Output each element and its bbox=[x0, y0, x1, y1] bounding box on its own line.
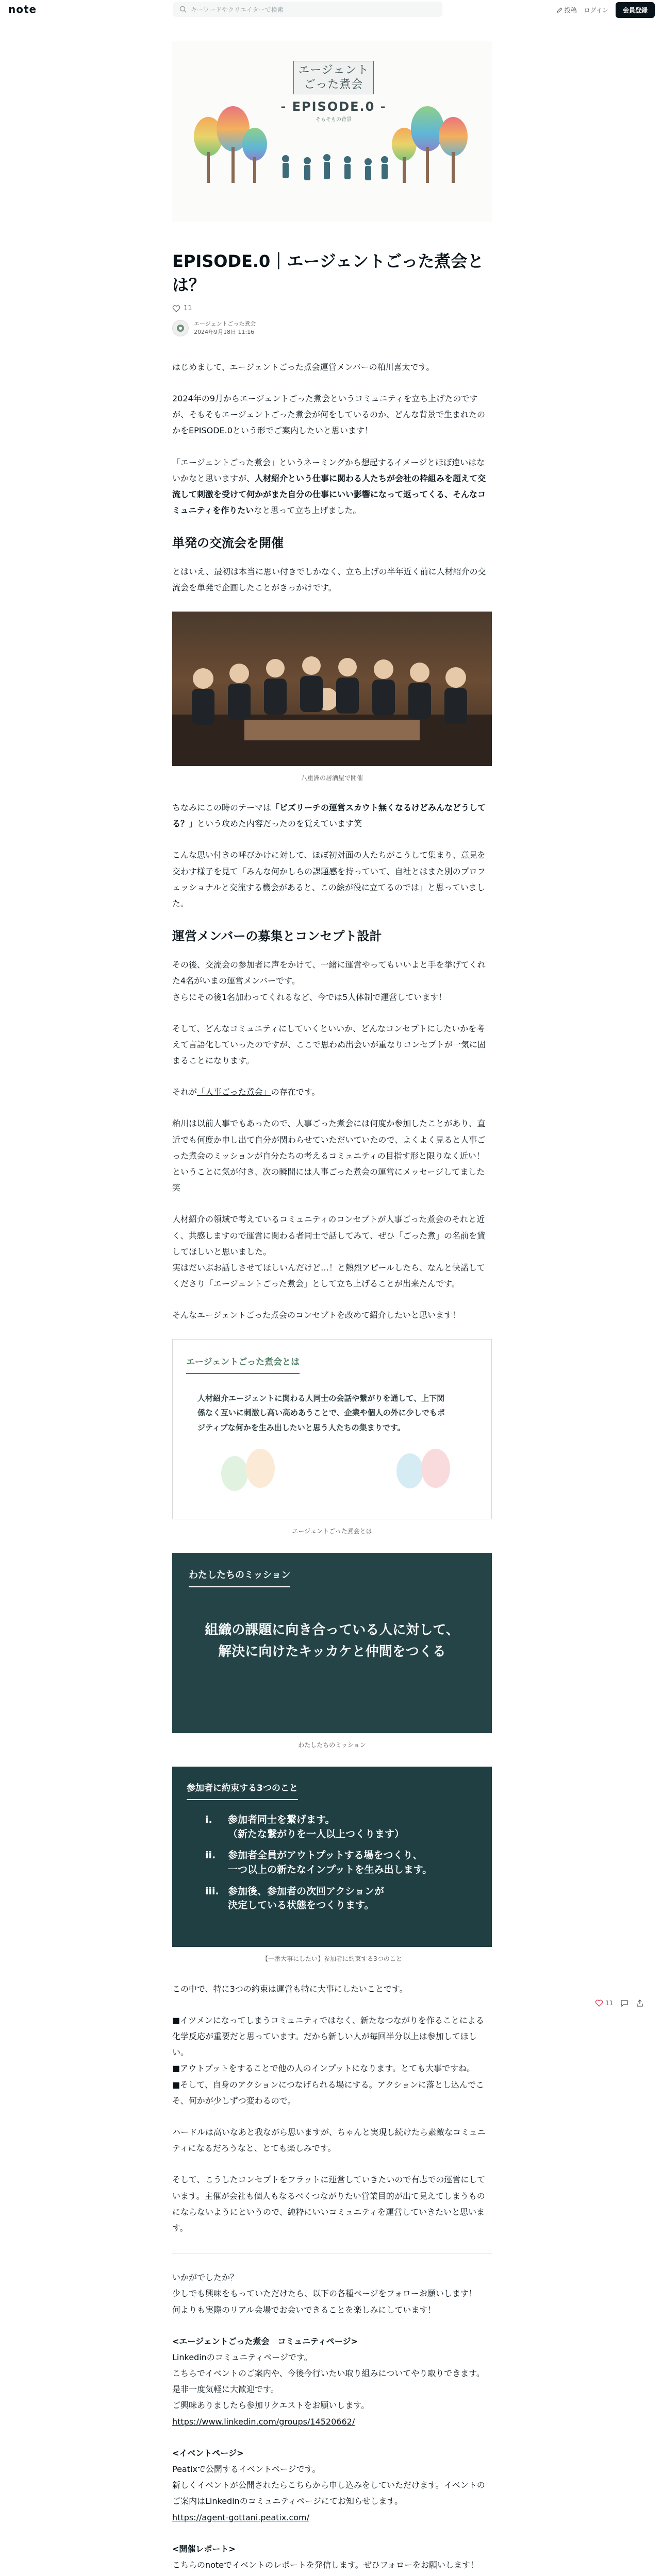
bullet-item: ■そして、自身のアクションにつなげられる場にする。アクションに落とし込んでこそ、何かが少しずつ変わるので。 bbox=[172, 2079, 484, 2106]
eyecatch-image bbox=[172, 41, 492, 222]
paragraph bbox=[172, 1084, 492, 1100]
paragraph: はじめまして、エージェントごった煮会運営メンバーの粕川喜太です。 bbox=[172, 362, 435, 372]
concept-card bbox=[172, 1339, 492, 1519]
promises-list bbox=[205, 1813, 432, 1920]
eyecatch-episode: - EPISODE.0 - bbox=[280, 99, 387, 114]
search-input[interactable] bbox=[173, 2, 442, 17]
promise-number: ii. bbox=[205, 1850, 216, 1861]
promise-item bbox=[205, 1813, 432, 1841]
text: Linkedinのコミュニティページです。 bbox=[172, 2352, 312, 2362]
mission-line: 解決に向けたキッカケと仲間をつくる bbox=[218, 1643, 446, 1659]
promise-text: 参加者全員がアウトプットする場をつくり、 bbox=[228, 1850, 423, 1861]
figure-caption: 【一番大事にしたい】参加者に約束する3つのこと bbox=[262, 1955, 402, 1963]
linkedin-section bbox=[172, 2333, 492, 2430]
post-button[interactable] bbox=[556, 6, 577, 14]
figure-photo bbox=[172, 612, 492, 784]
text: いかがでしたか？ bbox=[172, 2273, 239, 2283]
eyecatch-title bbox=[278, 61, 389, 123]
heart-icon[interactable] bbox=[172, 304, 180, 313]
post-label: 投稿 bbox=[564, 7, 577, 14]
promise-number: iii. bbox=[205, 1885, 219, 1897]
paragraph: そんなエージェントごった煮会のコンセプトを改めて紹介したいと思います！ bbox=[172, 1310, 461, 1320]
promise-item bbox=[205, 1885, 432, 1913]
text: ご興味ありましたら参加リクエストをお願いします。 bbox=[172, 2400, 370, 2411]
bullet-item: ■イツメンになってしまうコミュニティではなく、新たなつながりを作ることによる化学反応が重要だと思っています。だから新しい人が毎回半分以上は参加してほしい。 bbox=[172, 2015, 484, 2058]
mission-card-body bbox=[172, 1620, 492, 1663]
side-like-count: 11 bbox=[605, 1999, 614, 2007]
report-section bbox=[172, 2541, 492, 2576]
promises-card-title: 参加者に約束する3つのこと bbox=[187, 1780, 298, 1800]
bold-text: 人材紹介という仕事に関わる人たちが会社の枠組みを超えて交流して刺激を受けて何かがまた自分の仕事にいい影響になって返ってくる、そんなコミュニティを作りたい bbox=[172, 473, 486, 516]
paragraph bbox=[172, 454, 492, 519]
paragraph: とはいえ、最初は本当に思い付きでしかなく、立ち上げの半年近く前に人材紹介の交流会を単発で企画したことがきっかけです。 bbox=[172, 567, 486, 593]
section-heading: <イベントページ> bbox=[172, 2448, 244, 2458]
top-header bbox=[0, 0, 662, 19]
avatar-logo-icon bbox=[175, 323, 186, 333]
side-actions bbox=[595, 1999, 644, 2007]
paragraph: こんな思い付きの呼びかけに対して、ほぼ初対面の人たちがこうして集まり、意見を交わす様子を見て「みんな何かしらの課題感を持っていて、自社とはまた別のプロフェッショナルと交流する機会があると、この絵が役に立てるのでは」と思っていました。 bbox=[172, 850, 486, 908]
promise-item bbox=[205, 1849, 432, 1877]
text: こちらでイベントのご案内や、今後今行いたい取り組みについてやり取りできます。是非一度気軽に大歓迎です。 bbox=[172, 2368, 485, 2395]
header-actions bbox=[556, 2, 655, 18]
author-name[interactable]: エージェントごった煮会 bbox=[194, 320, 256, 327]
paragraph: ハードルは高いなあと我ながら思いますが、ちゃんと実現し続けたら素敵なコミュニティになるだろうなと、とても楽しみです。 bbox=[172, 2127, 486, 2154]
hr-gottani-link[interactable]: 「人事ごった煮会」 bbox=[197, 1087, 271, 1097]
promise-number: i. bbox=[205, 1814, 212, 1826]
people-photo-illustration bbox=[172, 612, 492, 766]
text: その後、交流会の参加者に声をかけて、一緒に運営やってもいいよと手を挙げてくれた4名がいまの運営メンバーです。 bbox=[172, 960, 486, 986]
promises-card bbox=[172, 1767, 492, 1947]
concept-card-title: エージェントごった煮会とは bbox=[186, 1354, 300, 1374]
text: 「エージェントごった煮会」というネーミングから想起するイメージとほぼ違いはないかなと思いますが、 bbox=[172, 457, 485, 483]
publish-date: 2024年9月18日 11:16 bbox=[194, 328, 255, 335]
avatar[interactable] bbox=[172, 320, 189, 336]
paragraph: そして、どんなコミュニティにしていくといいか、どんなコンセプトにしたいかを考えて言語化していったのですが、ここで思わぬ出会いが重なりコンセプトが一気に固まることになります。 bbox=[172, 1023, 486, 1066]
text: 実はだいぶお話しさせてほしいんだけど…！と熱烈アピールしたら、なんと快諾してくださり「エージェントごった煮会」として立ち上げることが出来たんです。 bbox=[172, 1262, 486, 1289]
section-heading: <エージェントごった煮会 コミュニティページ> bbox=[172, 2336, 358, 2346]
heading-members: 運営メンバーの募集とコンセプト設計 bbox=[172, 929, 382, 944]
linkedin-link[interactable]: https://www.linkedin.com/groups/14520662/ bbox=[172, 2416, 355, 2427]
share-icon[interactable] bbox=[636, 1999, 644, 2007]
heart-icon bbox=[595, 1999, 603, 2007]
author-info[interactable] bbox=[172, 320, 492, 336]
comment-icon[interactable] bbox=[620, 1999, 628, 2007]
promise-text: （新たな繋がりを一人以上つくります） bbox=[228, 1828, 405, 1840]
bullet-list bbox=[172, 2012, 492, 2109]
article-title: EPISODE.0｜エージェントごった煮会とは？ bbox=[172, 251, 484, 295]
figure-concept bbox=[172, 1339, 492, 1537]
eyecatch-line2: ごった煮会 bbox=[304, 78, 363, 91]
like-row bbox=[172, 304, 492, 313]
divider bbox=[172, 2253, 492, 2254]
paragraph bbox=[172, 800, 492, 832]
promise-text: 参加後、参加者の次回アクションが bbox=[228, 1885, 385, 1897]
text: という攻めた内容だったのを覚えています笑 bbox=[197, 819, 362, 829]
signup-button[interactable]: 会員登録 bbox=[616, 2, 655, 18]
article-body bbox=[172, 359, 492, 2576]
mission-card-title: わたしたちのミッション bbox=[189, 1566, 290, 1587]
concept-card-body: 人材紹介エージェントに関わる人同士の会話や繋がりを通して、上下関係なく互いに刺激し高い高めあうことで、企業や個人の外に少しでもポジティブな何かを生み出したいと思う人たちの集まりです。 bbox=[197, 1393, 445, 1432]
promise-text: 一つ以上の新たなインプットを生み出します。 bbox=[228, 1863, 433, 1875]
figure-mission bbox=[172, 1553, 492, 1751]
text: なと思って立ち上げました。 bbox=[254, 505, 361, 516]
paragraph bbox=[172, 957, 492, 1005]
paragraph: 粕川は以前人事でもあったので、人事ごった煮会には何度か参加したことがあり、直近でも何度か申し出て自分が関わらせていただいていたので、よくよく見ると人事ごった煮会のミッションが自分たちの考えるコミュニティの目指す形と限りなく近い！ということに気が付き、次の瞬間には人事ごった煮会の運営にメッセージしてました笑 bbox=[172, 1118, 486, 1193]
text: 少しでも興味をもっていただけたら、以下の各種ページをフォローお願いします！ bbox=[172, 2289, 477, 2299]
eyecatch-line1: エージェント bbox=[298, 64, 369, 77]
bullet-item: ■アウトプットをすることで他の人のインプットになります。とても大事ですね。 bbox=[172, 2063, 475, 2074]
text: 人材紹介の領域で考えているコミュニティのコンセプトが人事ごった煮会のそれと近く、共感しますので運営に関わる者同士で話してみて、ぜひ「ごった煮」の名前を貸してほしいと思いました。 bbox=[172, 1214, 486, 1257]
group-photo bbox=[172, 612, 492, 766]
figure-caption: わたしたちのミッション bbox=[298, 1741, 366, 1749]
eyecatch-subtitle: そもそもの背景 bbox=[316, 117, 352, 123]
text: ちなみにこの時のテーマは bbox=[172, 803, 272, 813]
paragraph bbox=[172, 2269, 492, 2318]
promise-text: 決定している状態をつくります。 bbox=[228, 1900, 374, 1911]
text: の存在です。 bbox=[271, 1087, 320, 1097]
figure-caption: 八重洲の居酒屋で開催 bbox=[301, 774, 363, 782]
bold-text: 「ビズリーチの運営スカウト無くなるけどみんなどうしてる？」 bbox=[172, 803, 486, 829]
login-link[interactable]: ログイン bbox=[584, 7, 608, 14]
search-icon bbox=[179, 6, 187, 13]
note-logo[interactable]: note bbox=[8, 3, 37, 15]
event-section bbox=[172, 2445, 492, 2526]
text: さらにその後1名加わってくれるなど、今では5人体制で運営しています！ bbox=[172, 992, 447, 1002]
paragraph bbox=[172, 1211, 492, 1292]
search-placeholder: キーワードやクリエイターで検索 bbox=[191, 6, 284, 13]
mission-card bbox=[172, 1553, 492, 1733]
heading-origin: 単発の交流会を開催 bbox=[172, 536, 284, 551]
text: 何よりも実際のリアル会場でお会いできることを楽しみにしています！ bbox=[172, 2304, 436, 2315]
mission-line: 組織の課題に向き合っている人に対して、 bbox=[205, 1622, 459, 1638]
like-count: 11 bbox=[184, 304, 192, 313]
text: こちらのnoteでイベントのレポートを発信します。ぜひフォローをお願いします！ bbox=[172, 2560, 478, 2570]
side-like-button[interactable] bbox=[595, 1999, 613, 2007]
article bbox=[172, 41, 492, 2576]
figure-promises bbox=[172, 1767, 492, 1965]
pencil-icon bbox=[556, 7, 562, 13]
paragraph: 2024年の9月からエージェントごった煮会というコミュニティを立ち上げたのですが、そもそもエージェントごった煮会が何をしているのか、どんな背景で生まれたのかをEPISODE.0という形でご案内したいと思います！ bbox=[172, 393, 486, 436]
author-meta bbox=[194, 320, 256, 336]
paragraph: この中で、特に3つの約束は運営も特に大事にしたいことです。 bbox=[172, 1984, 408, 1994]
promise-text: 参加者同士を繋げます。 bbox=[228, 1814, 335, 1826]
text: それが bbox=[172, 1087, 197, 1097]
eyecatch-title-box bbox=[293, 61, 373, 94]
peatix-link[interactable]: https://agent-gottani.peatix.com/ bbox=[172, 2512, 309, 2522]
section-heading: <開催レポート> bbox=[172, 2544, 236, 2554]
paragraph: そして、こうしたコンセプトをフラットに運営していきたいので有志での運営にしています。主催が会社も個人もなるべくつながりたい営業目的が出て見えてしまうものにならないようにというので、純粋にいいコミュニティを運営していきたいと思います。 bbox=[172, 2175, 486, 2233]
figure-caption: エージェントごった煮会とは bbox=[292, 1527, 372, 1535]
text: 新しくイベントが公開されたらこちらから申し込みをしていただけます。イベントのご案内はLinkedinのコミュニティページにてお知らせします。 bbox=[172, 2480, 485, 2506]
text: Peatixで公開するイベントページです。 bbox=[172, 2464, 321, 2475]
